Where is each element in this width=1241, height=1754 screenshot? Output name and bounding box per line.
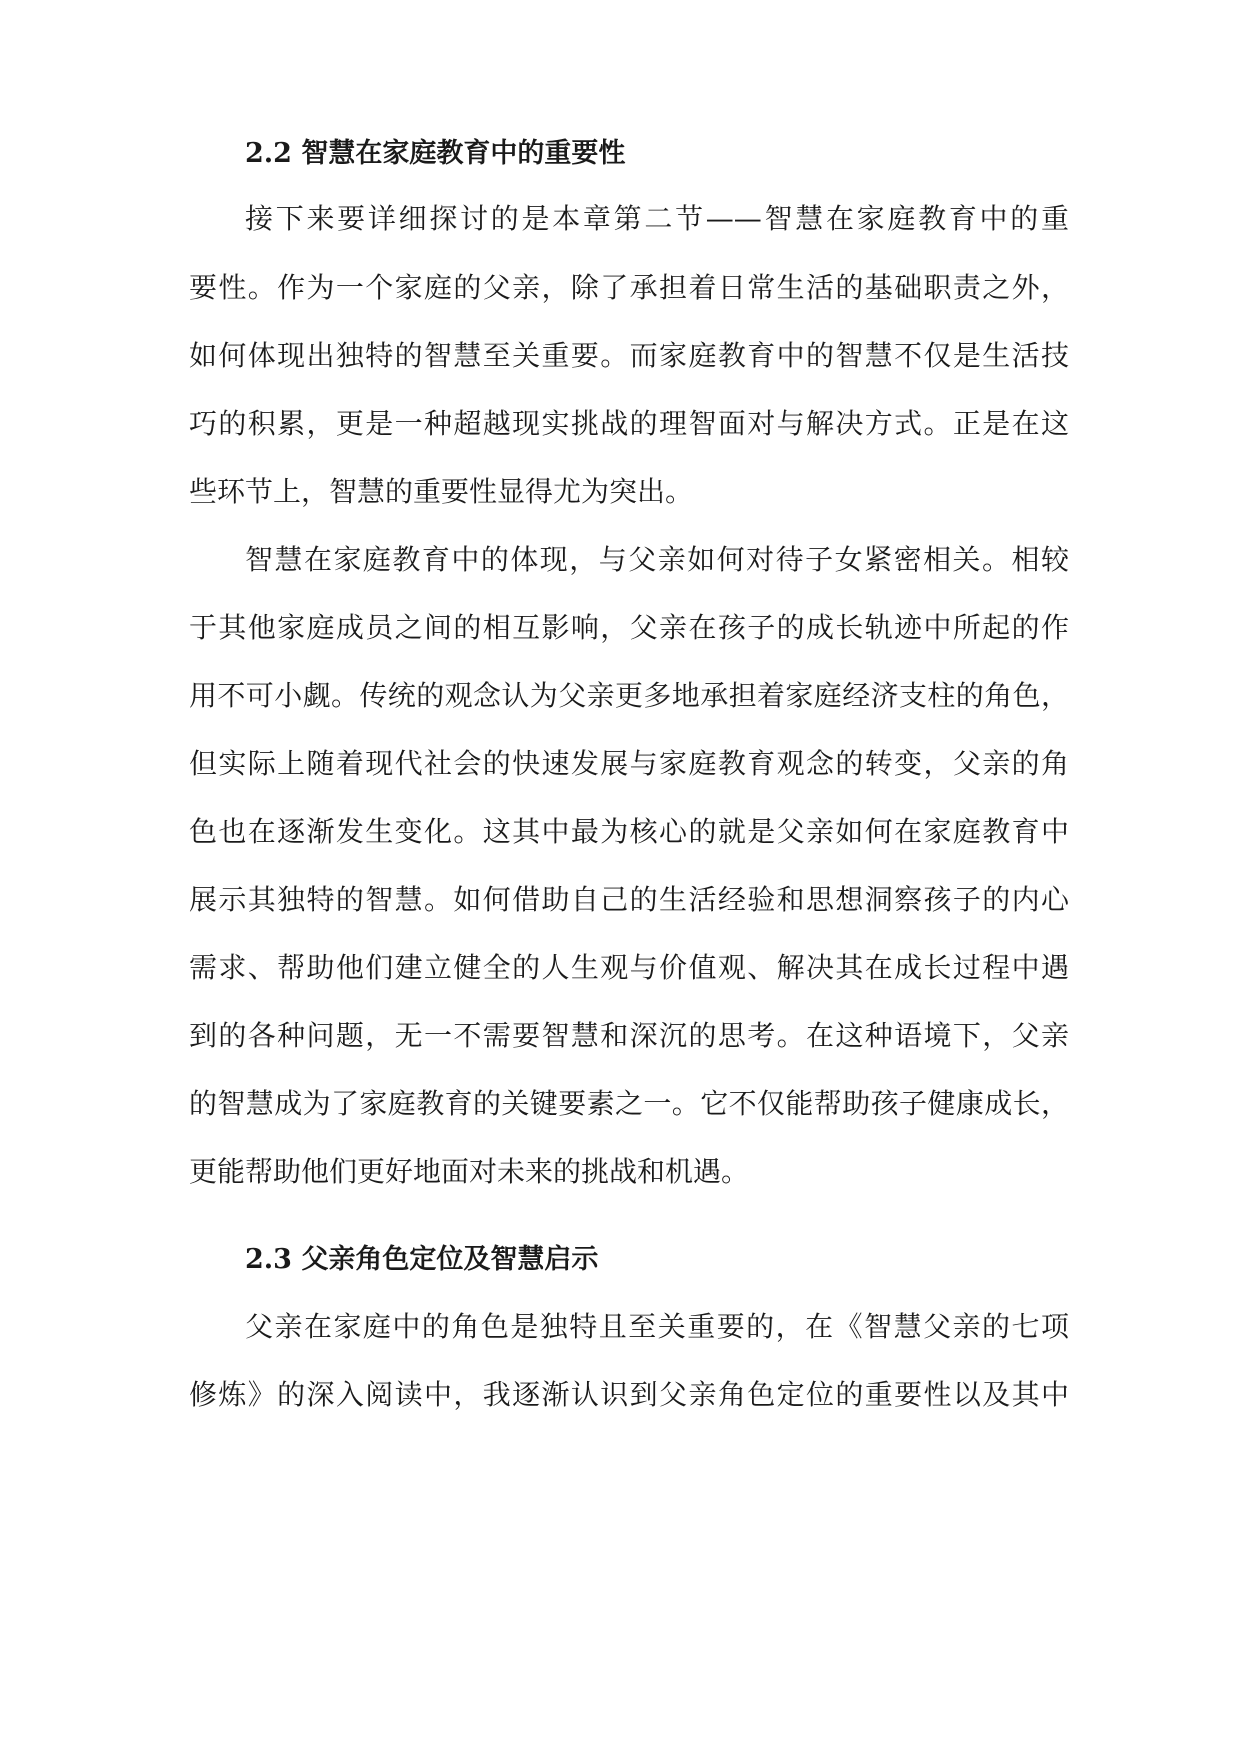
paragraph-line: 更能帮助他们更好地面对未来的挑战和机遇。 (189, 1155, 750, 1188)
paragraph-line: 但实际上随着现代社会的快速发展与家庭教育观念的转变，父亲的角 (189, 747, 1069, 780)
paragraph-line: 如何体现出独特的智慧至关重要。而家庭教育中的智慧不仅是生活技 (189, 339, 1069, 372)
paragraph-line: 展示其独特的智慧。如何借助自己的生活经验和思想洞察孩子的内心 (189, 883, 1069, 916)
paragraph-line: 到的各种问题，无一不需要智慧和深沉的思考。在这种语境下，父亲 (189, 1019, 1069, 1052)
paragraph-line: 智慧在家庭教育中的体现，与父亲如何对待子女紧密相关。相较 (245, 543, 1069, 576)
paragraph-line: 些环节上，智慧的重要性显得尤为突出。 (189, 475, 694, 508)
paragraph-line: 修炼》的深入阅读中，我逐渐认识到父亲角色定位的重要性以及其中 (189, 1378, 1069, 1411)
paragraph-line: 巧的积累，更是一种超越现实挑战的理智面对与解决方式。正是在这 (189, 407, 1069, 440)
section-heading-2-3: 2.3 父亲角色定位及智慧启示 (245, 1244, 599, 1275)
paragraph-line: 用不可小觑。传统的观念认为父亲更多地承担着家庭经济支柱的角色， (189, 679, 1069, 712)
paragraph-line: 需求、帮助他们建立健全的人生观与价值观、解决其在成长过程中遇 (189, 951, 1069, 984)
paragraph-line: 于其他家庭成员之间的相互影响，父亲在孩子的成长轨迹中所起的作 (189, 611, 1069, 644)
section-heading-2-2: 2.2 智慧在家庭教育中的重要性 (245, 138, 626, 169)
paragraph-line: 色也在逐渐发生变化。这其中最为核心的就是父亲如何在家庭教育中 (189, 815, 1069, 848)
paragraph-line: 接下来要详细探讨的是本章第二节——智慧在家庭教育中的重 (245, 202, 1069, 235)
paragraph-line: 父亲在家庭中的角色是独特且至关重要的，在《智慧父亲的七项 (245, 1310, 1069, 1343)
paragraph-line: 的智慧成为了家庭教育的关键要素之一。它不仅能帮助孩子健康成长， (189, 1087, 1069, 1120)
paragraph-line: 要性。作为一个家庭的父亲，除了承担着日常生活的基础职责之外， (189, 271, 1069, 304)
